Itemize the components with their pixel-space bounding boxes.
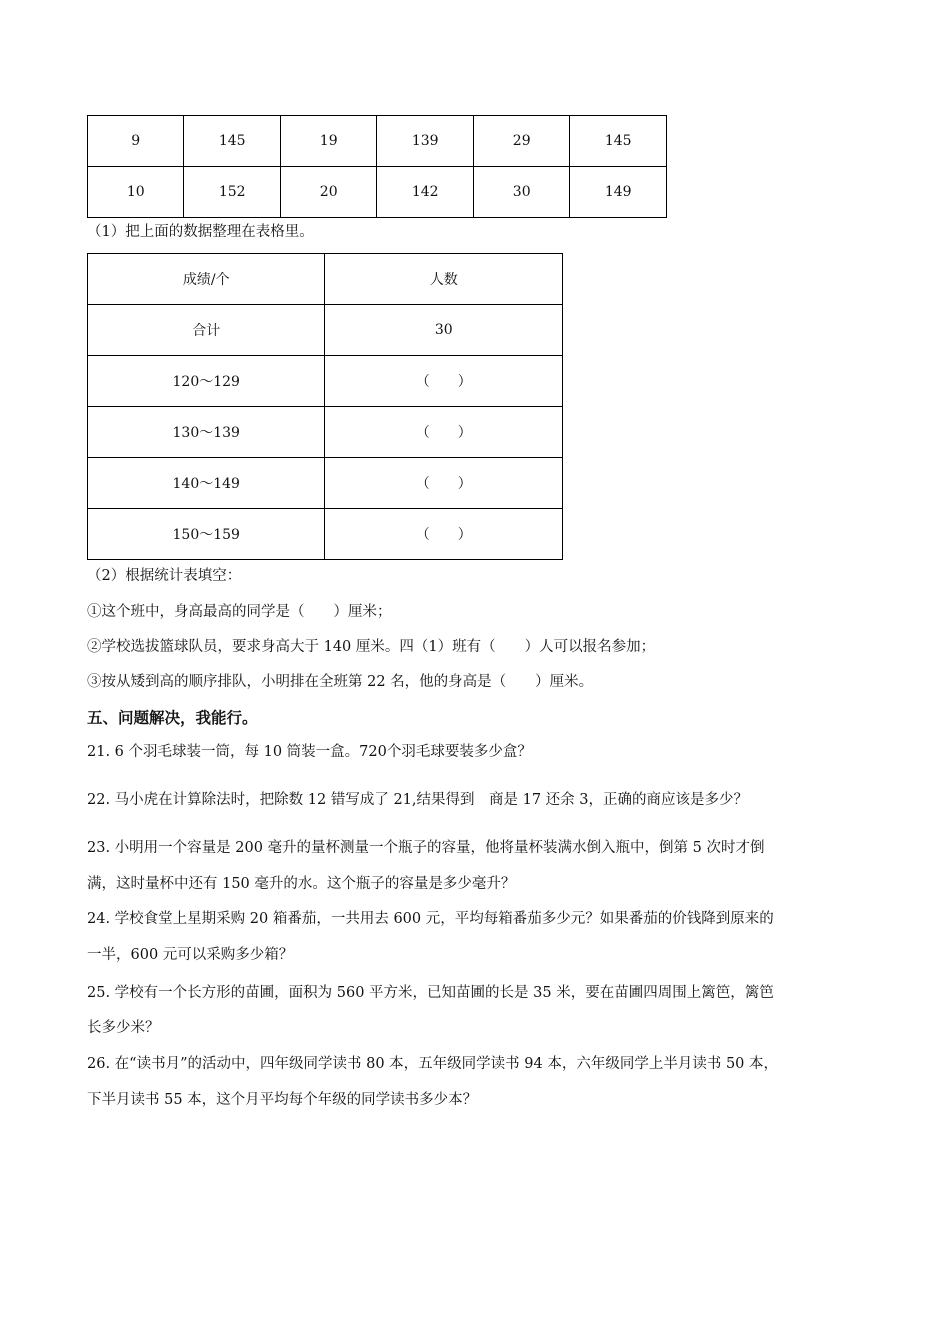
problem-25-line-2: 长多少米？	[87, 1020, 160, 1036]
range-cell: 130～139	[88, 407, 325, 458]
problem-23-line-2: 满，这时量杯中还有 150 毫升的水。这个瓶子的容量是多少毫升？	[87, 876, 516, 892]
problem-25-line-1: 25. 学校有一个长方形的苗圃，面积为 560 平方米，已知苗圃的长是 35 米，要在苗圃四周围上篱笆，篱笆	[87, 985, 774, 1001]
table-cell: 152	[184, 167, 281, 218]
total-value: 30	[325, 305, 563, 356]
table-cell: 10	[88, 167, 184, 218]
answer-blank: （ ）	[325, 509, 563, 560]
table-cell: 149	[570, 167, 667, 218]
header-count: 人数	[325, 254, 563, 305]
table-cell: 19	[280, 116, 376, 167]
problem-26-line-1: 26. 在“读书月”的活动中，四年级同学读书 80 本，五年级同学读书 94 本，六年级同学上半月读书 50 本，	[87, 1056, 778, 1072]
table-row	[88, 509, 563, 560]
range-cell: 150～159	[88, 509, 325, 560]
answer-blank: （ ）	[325, 356, 563, 407]
table-header-row	[88, 254, 563, 305]
table-row	[88, 458, 563, 509]
answer-blank: （ ）	[325, 407, 563, 458]
table-cell: 139	[377, 116, 474, 167]
problem-22: 22. 马小虎在计算除法时，把除数 12 错写成了 21,结果得到 商是 17 还余 3，正确的商应该是多少？	[87, 792, 749, 808]
table-row	[88, 305, 563, 356]
problem-24-line-2: 一半，600 元可以采购多少箱？	[87, 947, 294, 963]
table-cell: 145	[184, 116, 281, 167]
table-cell: 142	[377, 167, 474, 218]
table-row	[88, 407, 563, 458]
section-title: 五、问题解决，我能行。	[87, 709, 258, 727]
table-cell: 29	[473, 116, 569, 167]
problem-23-line-1: 23. 小明用一个容量是 200 毫升的量杯测量一个瓶子的容量，他将量杯装满水倒入瓶中，倒第 5 次时才倒	[87, 840, 765, 856]
range-cell: 140～149	[88, 458, 325, 509]
table-cell: 20	[280, 167, 376, 218]
header-score: 成绩/个	[88, 254, 325, 305]
part1-instruction: （1）把上面的数据整理在表格里。	[87, 224, 314, 240]
height-data-table	[87, 115, 667, 218]
table-cell: 9	[88, 116, 184, 167]
statistics-table	[87, 253, 563, 560]
problem-26-line-2: 下半月读书 55 本，这个月平均每个年级的同学读书多少本？	[87, 1092, 478, 1108]
total-label: 合计	[88, 305, 325, 356]
fill-question-1: ①这个班中，身高最高的同学是（ ）厘米；	[87, 604, 392, 620]
table-row	[88, 356, 563, 407]
table-cell: 145	[570, 116, 667, 167]
answer-blank: （ ）	[325, 458, 563, 509]
fill-question-3: ③按从矮到高的顺序排队，小明排在全班第 22 名，他的身高是（ ）厘米。	[87, 674, 594, 690]
problem-21: 21. 6 个羽毛球装一筒，每 10 筒装一盒。720个羽毛球要装多少盒？	[87, 744, 532, 760]
table-row	[88, 116, 667, 167]
part2-instruction: （2）根据统计表填空：	[87, 568, 242, 584]
table-cell: 30	[473, 167, 569, 218]
problem-24-line-1: 24. 学校食堂上星期采购 20 箱番茄，一共用去 600 元，平均每箱番茄多少元？如果番茄的价钱降到原来的	[87, 911, 774, 927]
fill-question-2: ②学校选拔篮球队员，要求身高大于 140 厘米。四（1）班有（ ）人可以报名参加；	[87, 639, 656, 655]
range-cell: 120～129	[88, 356, 325, 407]
table-row	[88, 167, 667, 218]
